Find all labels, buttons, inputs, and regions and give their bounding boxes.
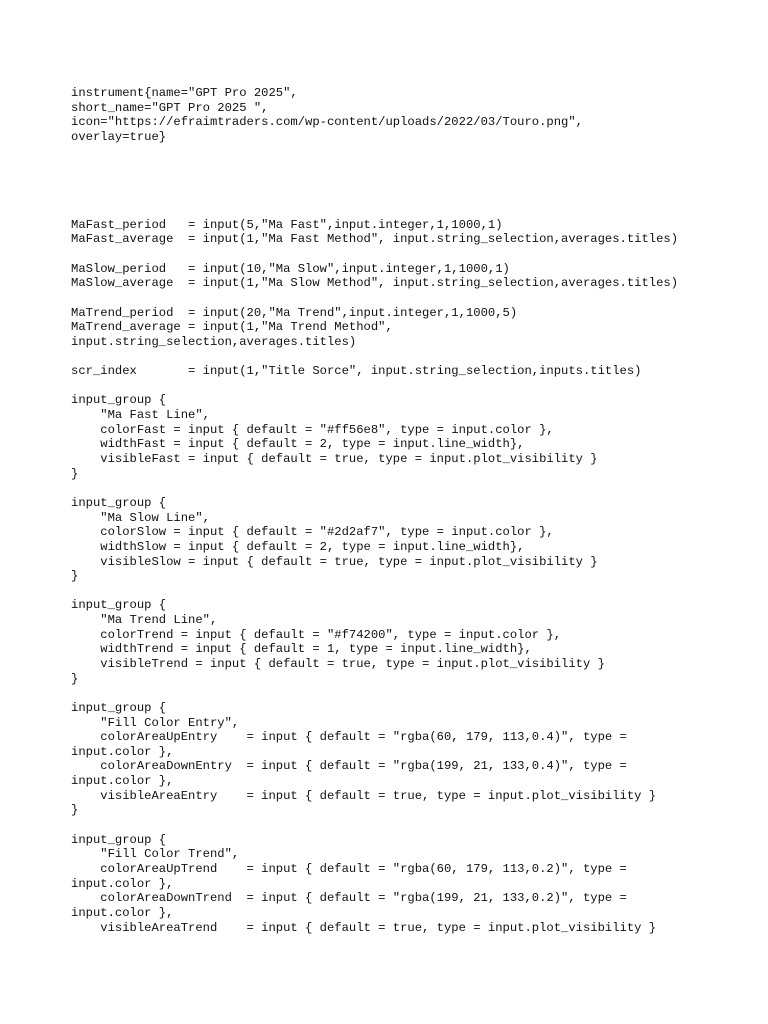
- code-line: [71, 818, 751, 833]
- code-line: input.color },: [71, 876, 174, 891]
- code-line: input_group {: [71, 495, 167, 510]
- code-line: [71, 291, 751, 306]
- code-line: input_group {: [71, 700, 167, 715]
- code-line: }: [71, 569, 79, 584]
- code-line: widthFast = input { default = 2, type = input.line_width},: [71, 437, 525, 452]
- code-listing: [71, 86, 751, 935]
- code-line: MaFast_average = input(1,"Ma Fast Method", input.string_selection,averages.titles): [71, 232, 679, 247]
- code-line: [71, 379, 751, 394]
- code-line: "Ma Trend Line",: [71, 613, 218, 628]
- code-line: "Ma Fast Line",: [71, 408, 210, 423]
- code-line: [71, 247, 751, 262]
- code-line: instrument{name="GPT Pro 2025",: [71, 86, 298, 100]
- code-line: "Ma Slow Line",: [71, 510, 210, 525]
- code-line: [71, 584, 751, 599]
- code-line: colorFast = input { default = "#ff56e8", type = input.color },: [71, 422, 554, 437]
- code-line: widthSlow = input { default = 2, type = input.line_width},: [71, 539, 525, 554]
- code-line: widthTrend = input { default = 1, type = input.line_width},: [71, 642, 532, 657]
- code-line: colorAreaUpTrend = input { default = "rgba(60, 179, 113,0.2)", type =: [71, 861, 627, 876]
- code-line: visibleAreaTrend = input { default = true, type = input.plot_visibility }: [71, 920, 657, 935]
- code-line: [71, 159, 751, 174]
- code-line: input.color },: [71, 905, 174, 920]
- code-line: visibleTrend = input { default = true, type = input.plot_visibility }: [71, 656, 605, 671]
- code-line: input.color },: [71, 774, 174, 789]
- code-line: visibleFast = input { default = true, type = input.plot_visibility }: [71, 452, 598, 467]
- code-line: MaTrend_average = input(1,"Ma Trend Method",: [71, 320, 393, 335]
- code-line: visibleAreaEntry = input { default = true, type = input.plot_visibility }: [71, 788, 657, 803]
- code-line: input_group {: [71, 832, 167, 847]
- code-line: [71, 145, 751, 160]
- code-line: colorSlow = input { default = "#2d2af7", type = input.color },: [71, 525, 554, 540]
- code-line: MaSlow_period = input(10,"Ma Slow",input.integer,1,1000,1): [71, 261, 510, 276]
- code-line: [71, 686, 751, 701]
- code-line: visibleSlow = input { default = true, type = input.plot_visibility }: [71, 554, 598, 569]
- code-line: input.color },: [71, 744, 174, 759]
- code-line: short_name="GPT Pro 2025 ",: [71, 100, 269, 115]
- code-line: }: [71, 466, 79, 481]
- code-line: MaTrend_period = input(20,"Ma Trend",input.integer,1,1000,5): [71, 305, 518, 320]
- code-line: input_group {: [71, 393, 167, 408]
- code-line: input_group {: [71, 598, 167, 613]
- code-line: }: [71, 803, 79, 818]
- code-line: [71, 203, 751, 218]
- code-line: overlay=true}: [71, 129, 167, 144]
- code-line: [71, 188, 751, 203]
- code-line: icon="https://efraimtraders.com/wp-content/uploads/2022/03/Touro.png",: [71, 115, 583, 130]
- code-line: }: [71, 671, 79, 686]
- code-line: colorAreaUpEntry = input { default = "rgba(60, 179, 113,0.4)", type =: [71, 730, 627, 745]
- code-line: MaFast_period = input(5,"Ma Fast",input.integer,1,1000,1): [71, 217, 503, 232]
- code-line: MaSlow_average = input(1,"Ma Slow Method", input.string_selection,averages.titles): [71, 276, 679, 291]
- code-line: colorTrend = input { default = "#f74200", type = input.color },: [71, 627, 562, 642]
- code-line: input.string_selection,averages.titles): [71, 334, 357, 349]
- code-line: "Fill Color Trend",: [71, 847, 240, 862]
- code-line: colorAreaDownTrend = input { default = "rgba(199, 21, 133,0.2)", type =: [71, 891, 627, 906]
- code-line: [71, 350, 751, 365]
- code-line: [71, 174, 751, 189]
- code-line: "Fill Color Entry",: [71, 715, 240, 730]
- code-line: colorAreaDownEntry = input { default = "rgba(199, 21, 133,0.4)", type =: [71, 759, 627, 774]
- code-line: scr_index = input(1,"Title Sorce", input.string_selection,inputs.titles): [71, 364, 642, 379]
- code-line: [71, 481, 751, 496]
